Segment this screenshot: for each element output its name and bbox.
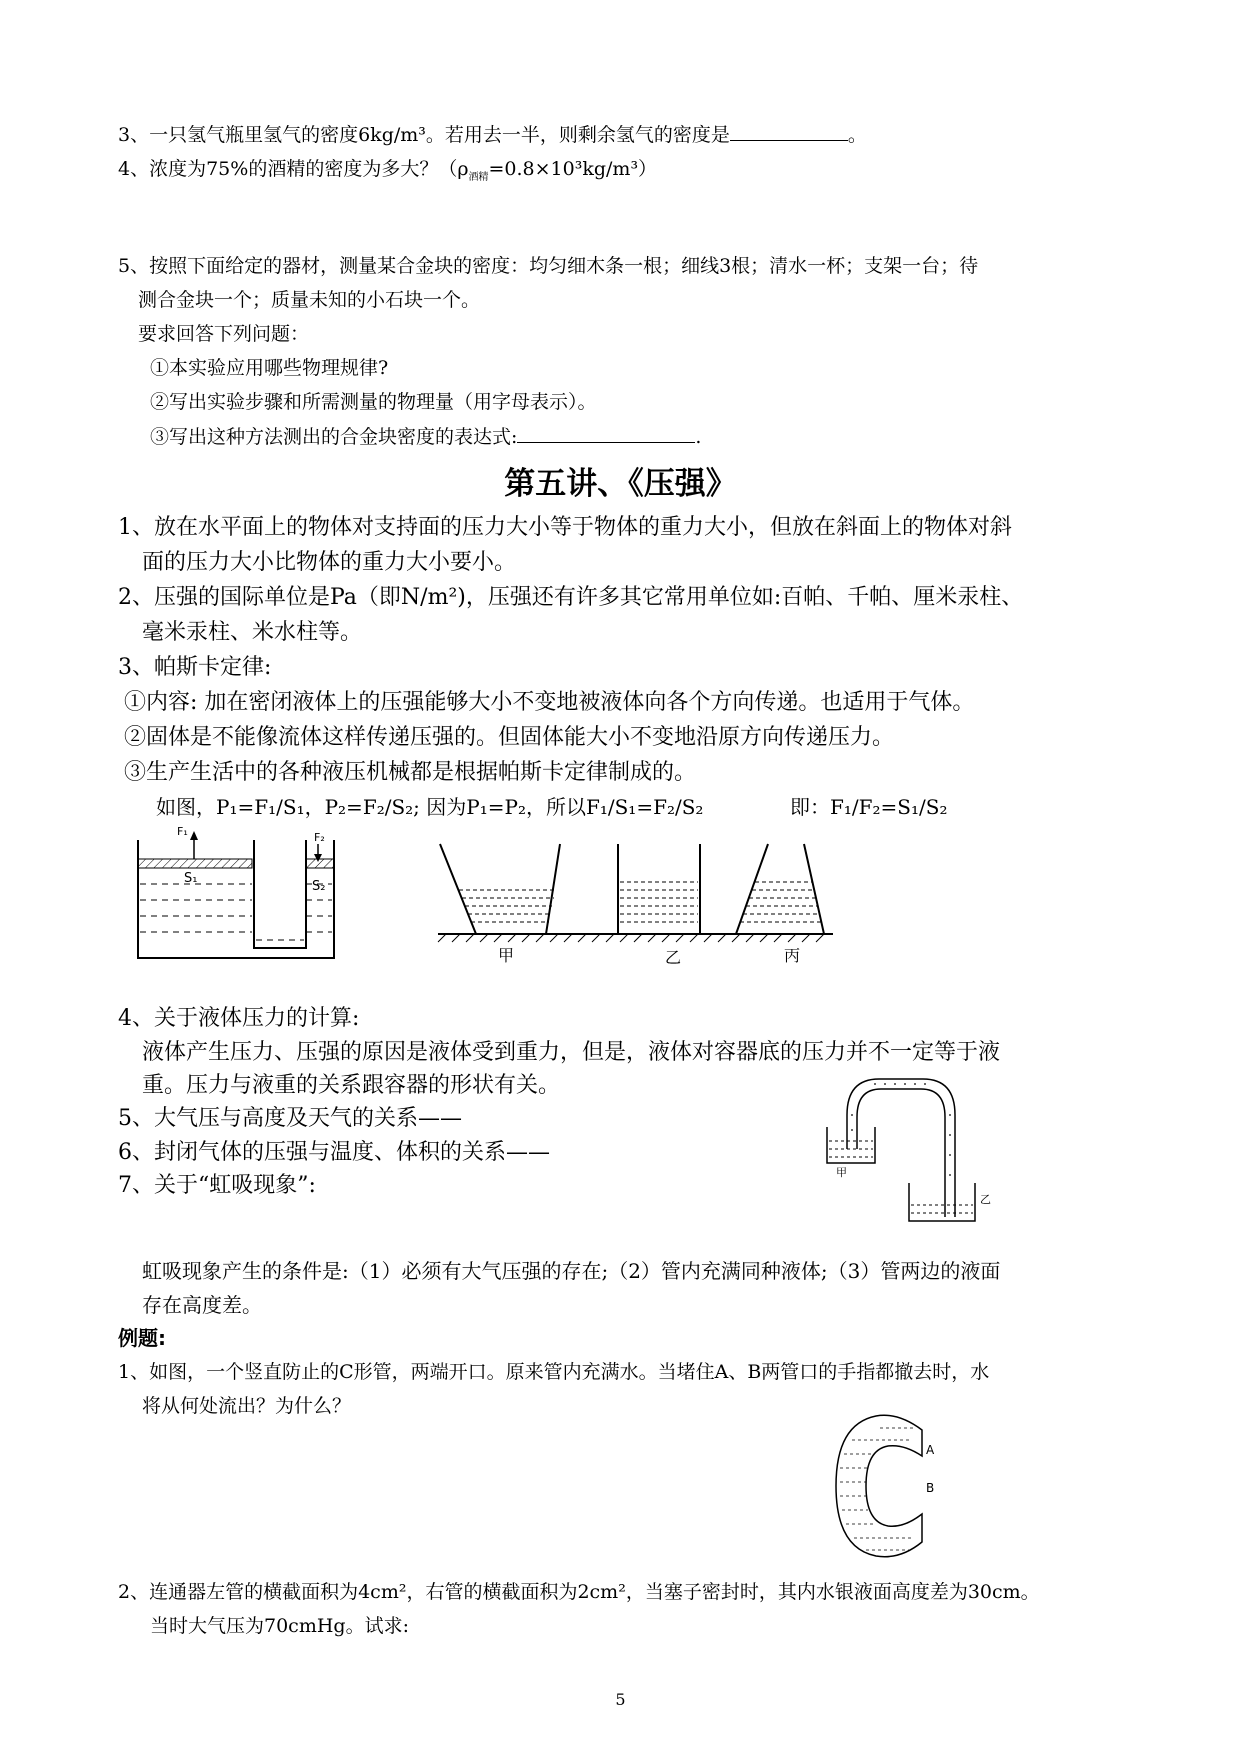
- label-a: A: [926, 1443, 935, 1457]
- pascal-formula: 如图，P₁=F₁/S₁，P₂=F₂/S₂; 因为P₁=P₂，所以F₁/S₁=F₂/S₂: [156, 795, 704, 819]
- point-3-hydraulic: ③生产生活中的各种液压机械都是根据帕斯卡定律制成的。: [124, 760, 697, 785]
- point-2-line2: 毫米汞柱、米水柱等。: [142, 620, 363, 645]
- example-1-line2: 将从何处流出？为什么？: [142, 1395, 352, 1417]
- s2-label: S₂: [312, 879, 326, 894]
- point-2-line1: 2、压强的国际单位是Pa（即N/m²)，压强还有许多其它常用单位如:百帕、千帕、厘米汞柱、: [118, 585, 1024, 610]
- point-1-line2: 面的压力大小比物体的重力大小要小。: [142, 550, 517, 575]
- question-5-line2: 测合金块一个；质量未知的小石块一个。: [138, 289, 481, 311]
- point-3-solid: ②固体是不能像流体这样传递压强的。但固体能大小不变地沿原方向传递压力。: [124, 725, 895, 750]
- label-b: B: [926, 1481, 935, 1495]
- example-2-line2: 当时大气压为70cmHg。试求:: [150, 1615, 409, 1637]
- page-number: 5: [615, 1690, 626, 1709]
- point-3-head: 3、帕斯卡定律:: [118, 655, 272, 680]
- question-5-item1: ①本实验应用哪些物理规律?: [150, 357, 389, 379]
- example-heading: 例题:: [118, 1326, 166, 1350]
- label-jia: 甲: [498, 946, 515, 965]
- hydraulic-press-figure: [136, 826, 336, 961]
- label-bing: 丙: [784, 946, 801, 965]
- question-5-item2: ②写出实验步骤和所需测量的物理量（用字母表示）。: [150, 391, 597, 413]
- point-7: 7、关于“虹吸现象”:: [118, 1173, 316, 1198]
- siphon-condition-line1: 虹吸现象产生的条件是:（1）必须有大气压强的存在;（2）管内充满同种液体;（3）管两边的液面: [142, 1259, 1001, 1283]
- f2-label: F₂: [314, 831, 325, 844]
- siphon-label-jia: 甲: [836, 1166, 847, 1179]
- question-5-line1: 5、按照下面给定的器材，测量某合金块的密度：均匀细木条一根；细线3根；清水一杯；支架一台；待: [118, 255, 979, 277]
- three-containers-figure: [438, 842, 833, 952]
- question-4: 4、浓度为75%的酒精的密度为多大？$(\rho_{酒精}=0.8\times 10^3kg/m^3)$: [118, 158, 658, 183]
- point-6: 6、封闭气体的压强与温度、体积的关系——: [118, 1140, 550, 1165]
- question-3: 3、一只氢气瓶里氢气的密度6kg/m³。若用去一半，则剩余氢气的密度是 。: [118, 124, 867, 146]
- point-1-line1: 1、放在水平面上的物体对支持面的压力大小等于物体的重力大小，但放在斜面上的物体对斜: [118, 515, 1013, 540]
- question-5-item3: ③写出这种方法测出的合金块密度的表达式: .: [150, 426, 702, 448]
- example-2-line1: 2、连通器左管的横截面积为4cm²，右管的横截面积为2cm²，当塞子密封时，其内水银液面高度差为30cm。: [118, 1581, 1040, 1603]
- point-4-line2: 重。压力与液重的关系跟容器的形状有关。: [142, 1073, 561, 1098]
- s1-label: S₁: [184, 871, 198, 886]
- answer-blank: [730, 122, 848, 141]
- point-4-line1: 液体产生压力、压强的原因是液体受到重力，但是，液体对容器底的压力并不一定等于液: [142, 1040, 1001, 1065]
- point-3-content: ①内容: 加在密闭液体上的压强能够大小不变地被液体向各个方向传递。也适用于气体。: [124, 690, 975, 715]
- example-1-line1: 1、如图，一个竖直防止的C形管，两端开口。原来管内充满水。当堵住A、B两管口的手指都撤去时，水: [118, 1361, 990, 1383]
- question-5-ask: 要求回答下列问题：: [138, 323, 310, 345]
- siphon-label-yi: 乙: [980, 1193, 991, 1206]
- f1-label: F₁: [177, 825, 188, 838]
- siphon-condition-line2: 存在高度差。: [142, 1293, 262, 1317]
- section-title: 第五讲、《压强》: [504, 466, 737, 502]
- answer-blank: [517, 424, 695, 443]
- point-4-head: 4、关于液体压力的计算:: [118, 1006, 360, 1031]
- pascal-formula-ratio: 即：F₁/F₂=S₁/S₂: [790, 795, 948, 819]
- point-5: 5、大气压与高度及天气的关系——: [118, 1106, 462, 1131]
- siphon-figure: [825, 1075, 995, 1225]
- label-yi: 乙: [665, 948, 682, 967]
